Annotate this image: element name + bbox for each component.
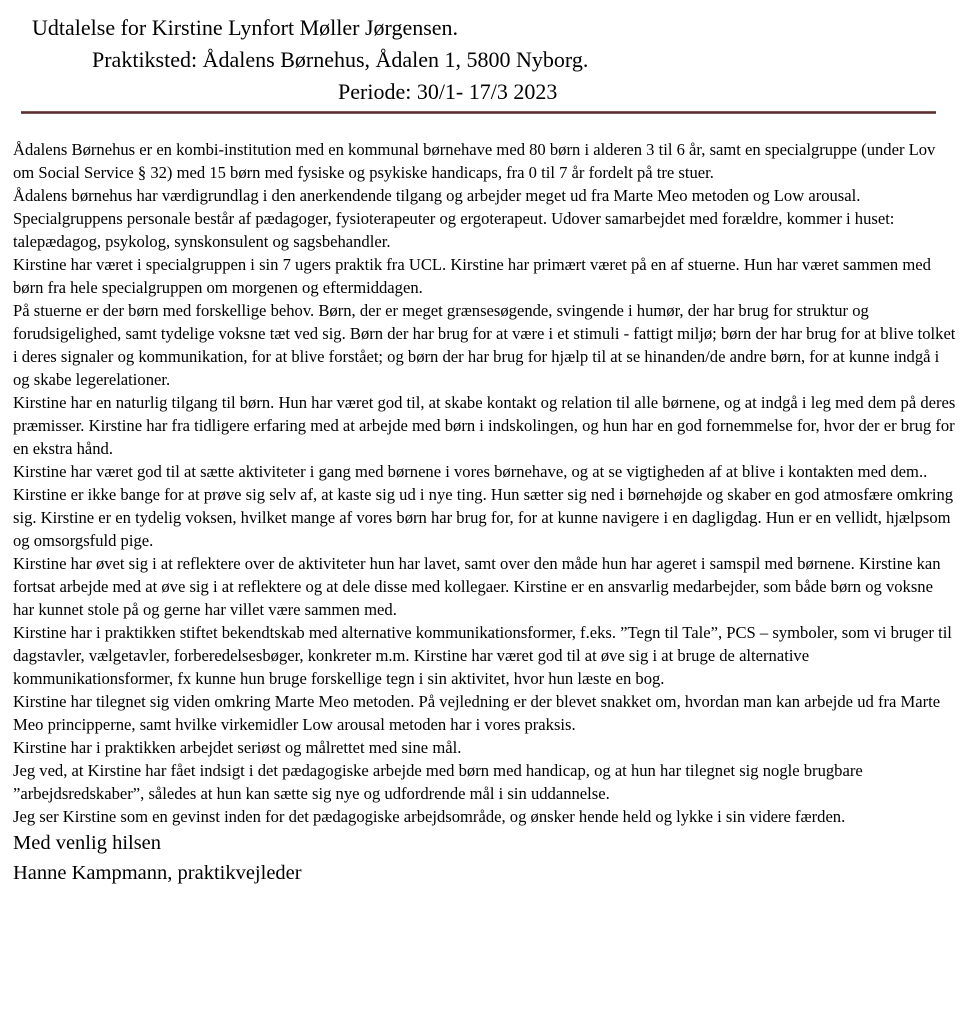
document-header — [0, 12, 975, 108]
body-paragraph: Kirstine har i praktikken stiftet bekendtskab med alternative kommunikationsformer, f.eks. ”Tegn til Tale”, PCS – symboler, som vi bruger til dagstavler, vælgetavler, forberedelsesbøger, konkreter m.m. Kirstine har været god til at øve sig i at bruge de alternative kommunikationsformer, fx kunne hun bruge forskellige tegn i sin aktivitet, hvor hun læste en bog. — [13, 623, 952, 688]
body-paragraph: Jeg ser Kirstine som en gevinst inden for det pædagogiske arbejdsområde, og ønsker hende held og lykke i sin videre færden. — [13, 807, 846, 826]
body-paragraph: Kirstine har været god til at sætte aktiviteter i gang med børnene i vores børnehave, og at se vigtigheden af at blive i kontakten med dem.. — [13, 462, 928, 481]
signature-block — [0, 828, 975, 888]
signature-name: Hanne Kampmann, praktikvejleder — [13, 862, 302, 884]
document-body — [0, 114, 975, 828]
praktiksted-line: Praktiksted: Ådalens Børnehus, Ådalen 1, 5800 Nyborg. — [92, 47, 589, 72]
body-paragraph: Kirstine er ikke bange for at prøve sig selv af, at kaste sig ud i nye ting. Hun sætter sig ned i børnehøjde og skaber en god atmosfære omkring sig. Kirstine er en tydelig voksen, hvilket mange af vores børn har brug for, for at kunne navigere i en dagligdag. Hun er en vellidt, hjælpsom og omsorgsfuld pige. — [13, 485, 954, 550]
body-paragraph: Kirstine har tilegnet sig viden omkring Marte Meo metoden. På vejledning er der blevet snakket om, hvordan man kan arbejde ud fra Marte Meo principperne, samt hvilke virkemidler Low arousal metoden har i vores praksis. — [13, 692, 941, 734]
body-paragraph: På stuerne er der børn med forskellige behov. Børn, der er meget grænsesøgende, svingende i humør, der har brug for struktur og forudsigelighed, samt tydelige voksne tæt ved sig. Børn der har brug for at være i et stimuli - fattigt miljø; børn der har brug for at blive tolket i deres signaler og kommunikation, for at blive forstået; og børn der har brug for hjælp til at se hinanden/de andre børn, for at kunne indgå i og skabe legerelationer. — [13, 301, 956, 389]
body-paragraph: Kirstine har en naturlig tilgang til børn. Hun har været god til, at skabe kontakt og relation til alle børnene, og at indgå i leg med dem på deres præmisser. Kirstine har fra tidligere erfaring med at arbejde med børn i indskolingen, og hun har en god fornemmelse for, hvor der er brug for en ekstra hånd. — [13, 393, 956, 458]
signature-closing: Med venlig hilsen — [13, 832, 162, 854]
periode-line: Periode: 30/1- 17/3 2023 — [338, 79, 558, 104]
body-paragraph: Jeg ved, at Kirstine har fået indsigt i det pædagogiske arbejde med børn med handicap, og at hun har tilegnet sig nogle brugbare ”arbejdsredskaber”, således at hun kan sætte sig nye og udfordrende mål i sin uddannelse. — [13, 761, 863, 803]
body-paragraph: Ådalens Børnehus er en kombi-institution med en kommunal børnehave med 80 børn i alderen 3 til 6 år, samt en specialgruppe (under Lov om Social Service § 32) med 15 børn med fysiske og psykiske handicaps, fra 0 til 7 år fordelt på tre stuer. — [13, 140, 936, 182]
document-title: Udtalelse for Kirstine Lynfort Møller Jørgensen. — [32, 15, 459, 40]
body-paragraph: Kirstine har været i specialgruppen i sin 7 ugers praktik fra UCL. Kirstine har primært været på en af stuerne. Hun har været sammen med børn fra hele specialgruppen om morgenen og eftermiddagen. — [13, 255, 931, 297]
body-paragraph: Kirstine har øvet sig i at reflektere over de aktiviteter hun har lavet, samt over den måde hun har ageret i samspil med børnene. Kirstine kan fortsat arbejde med at øve sig i at reflektere og at dele disse med kollegaer. Kirstine er en ansvarlig medarbejder, som både børn og voksne har kunnet stole på og gerne har villet være sammen med. — [13, 554, 941, 619]
body-paragraph: Ådalens børnehus har værdigrundlag i den anerkendende tilgang og arbejder meget ud fra Marte Meo metoden og Low arousal. — [13, 186, 861, 205]
body-paragraph: Specialgruppens personale består af pædagoger, fysioterapeuter og ergoterapeut. Udover samarbejdet med forældre, kommer i huset: talepædagog, psykolog, synskonsulent og sagsbehandler. — [13, 209, 895, 251]
body-paragraph: Kirstine har i praktikken arbejdet seriøst og målrettet med sine mål. — [13, 738, 462, 757]
